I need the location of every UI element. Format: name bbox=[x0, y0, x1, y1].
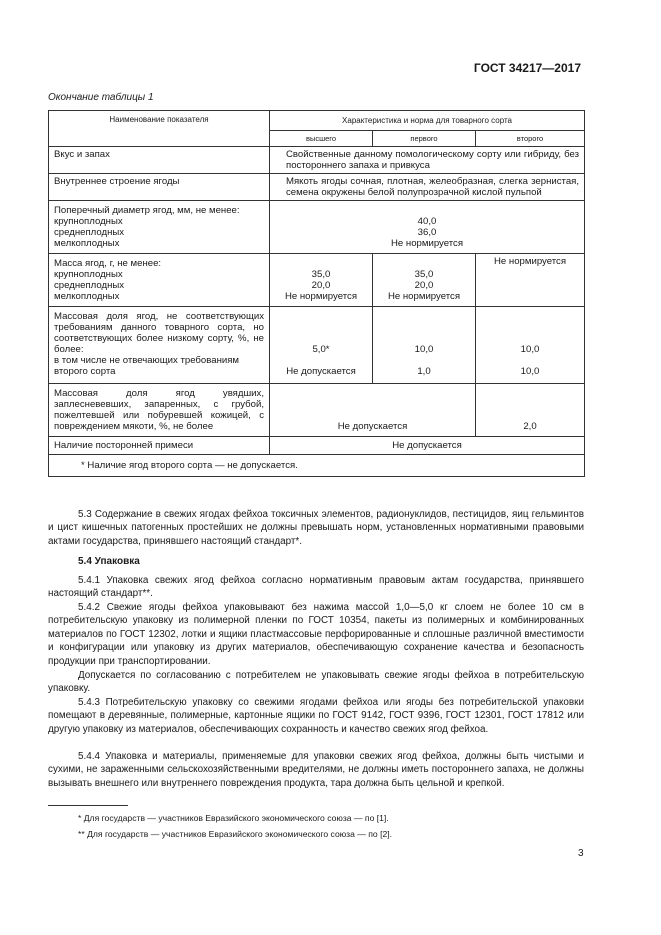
table-footnote-row bbox=[49, 455, 585, 477]
row-name-cell bbox=[49, 307, 270, 384]
paragraph-5-4-1: 5.4.1 Упаковка свежих ягод фейхоа согласно нормативным правовым актам государства, принявшего настоящий стандарт**. bbox=[48, 575, 584, 600]
page-number: 3 bbox=[578, 848, 584, 859]
row-subname: мелкоплодных bbox=[54, 291, 120, 302]
row-value: 20,0 bbox=[311, 280, 331, 291]
row-value: Свойственные данному помологическому сорту или гибриду, без постороннего запаха и привкуса bbox=[270, 147, 585, 174]
row-value: 35,0 bbox=[414, 269, 434, 280]
row-subname: крупноплодных bbox=[54, 216, 123, 227]
row-value-cell bbox=[270, 201, 585, 254]
row-value: Не допускается bbox=[286, 366, 356, 377]
row-name: Массовая доля ягод увядших, заплесневевших, запаренных, с грубой, пожелтевшей или побуревшей кожицей, с повреждением мякоти, %, не более bbox=[49, 384, 270, 437]
row-value-cell bbox=[476, 307, 585, 384]
table-row bbox=[49, 201, 585, 254]
section-heading-5-4: 5.4 Упаковка bbox=[78, 556, 140, 567]
table-caption: Окончание таблицы 1 bbox=[48, 92, 154, 103]
row-value: 36,0 bbox=[417, 227, 437, 238]
row-name: Массовая доля ягод, не соответствующих требованиям данного товарного сорта, но соответствующих более низкому сорту, %, не более: bbox=[54, 311, 264, 355]
table-row bbox=[49, 254, 585, 307]
table-row bbox=[49, 147, 585, 174]
row-value: 40,0 bbox=[417, 216, 437, 227]
row-value: 10,0 bbox=[414, 344, 434, 355]
row-value-cell bbox=[270, 307, 373, 384]
row-value: 20,0 bbox=[414, 280, 434, 291]
header-grade-highest: высшего bbox=[270, 131, 373, 147]
footnote: ** Для государств — участников Евразийского экономического союза — по [2]. bbox=[78, 829, 393, 839]
row-value: 10,0 bbox=[520, 344, 540, 355]
table-row bbox=[49, 437, 585, 455]
row-value: 2,0 bbox=[476, 384, 585, 437]
row-subname: крупноплодных bbox=[54, 269, 123, 280]
row-value: 1,0 bbox=[417, 366, 431, 377]
row-name: Внутреннее строение ягоды bbox=[49, 174, 270, 201]
row-value: 10,0 bbox=[520, 366, 540, 377]
row-subname: в том числе не отвечающих требованиям второго сорта bbox=[54, 355, 240, 377]
table-header-row bbox=[49, 111, 585, 131]
row-name: Наличие посторонней примеси bbox=[49, 437, 270, 455]
table-row bbox=[49, 174, 585, 201]
paragraph-5-4-2-note: Допускается по согласованию с потребителем не упаковывать свежие ягоды фейхоа в потребительскую упаковку. bbox=[48, 670, 584, 695]
row-name: Масса ягод, г, не менее: bbox=[54, 258, 162, 269]
row-subname: среднеплодных bbox=[54, 280, 125, 291]
header-grade-first: первого bbox=[373, 131, 476, 147]
footnote-separator bbox=[48, 805, 128, 806]
header-grade-second: второго bbox=[476, 131, 585, 147]
row-value: Не нормируется bbox=[284, 291, 358, 302]
row-value: Не нормируется bbox=[476, 254, 585, 307]
paragraph-5-4-4: 5.4.4 Упаковка и материалы, применяемые для упаковки свежих ягод фейхоа, должны быть чистыми и сухими, не зараженными сельскохозяйственными вредителями, не должны иметь постороннего запаха, не должны вызывать внешнего или внутреннего повреждения продукта, тара должна быть цельной и крепкой. bbox=[48, 751, 584, 789]
document-code: ГОСТ 34217—2017 bbox=[473, 61, 581, 75]
row-value: 5,0* bbox=[312, 344, 330, 355]
paragraph-5-3: 5.3 Содержание в свежих ягодах фейхоа токсичных элементов, радионуклидов, пестицидов, яиц гельминтов и цист кишечных патогенных простейших не должны превышать норм, установленных нормативными правовыми актами государства, принявшего настоящий стандарт*. bbox=[48, 509, 584, 547]
row-value: Не нормируется bbox=[387, 291, 461, 302]
header-indicator: Наименование показателя bbox=[49, 111, 270, 147]
row-value: Мякоть ягоды сочная, плотная, желеобразная, слегка зернистая, семена окружены белой полупрозрачной кислой пульпой bbox=[270, 174, 585, 201]
paragraph-5-4-3: 5.4.3 Потребительскую упаковку со свежими ягодами фейхоа или ягоды без потребительской упаковки помещают в деревянные, полимерные, картонные ящики по ГОСТ 9142, ГОСТ 9396, ГОСТ 12301, ГОСТ 17812 или другую упаковку из материалов, обеспечивающих сохранность и качество свежих ягод фейхоа. bbox=[48, 697, 584, 735]
row-value-cell bbox=[270, 254, 373, 307]
paragraph-5-4-2: 5.4.2 Свежие ягоды фейхоа упаковывают без нажима массой 1,0—5,0 кг слоем не более 10 см в потребительскую упаковку из полимерной пленки по ГОСТ 10354, пакеты из полимерных и комбинированных материалов по ГОСТ 12302, лотки и ящики пластмассовые перфорированные и сплошные различной вместимости и конфигурации или упаковку из других материалов, обеспечивающую сохранение качества и безопасность продукции при транспортировании. bbox=[48, 602, 584, 667]
row-value-cell bbox=[373, 254, 476, 307]
row-value: Не допускается bbox=[270, 437, 585, 455]
row-name-cell bbox=[49, 254, 270, 307]
table-footnote: * Наличие ягод второго сорта — не допускается. bbox=[49, 455, 585, 477]
table-row bbox=[49, 384, 585, 437]
quality-table bbox=[48, 110, 585, 477]
row-subname: среднеплодных bbox=[54, 227, 125, 238]
row-subname: мелкоплодных bbox=[54, 238, 120, 249]
row-value-cell bbox=[373, 307, 476, 384]
row-value: 35,0 bbox=[311, 269, 331, 280]
footnote: * Для государств — участников Евразийского экономического союза — по [1]. bbox=[78, 813, 389, 823]
row-name: Поперечный диаметр ягод, мм, не менее: bbox=[54, 205, 240, 216]
row-name: Вкус и запах bbox=[49, 147, 270, 174]
header-characteristic: Характеристика и норма для товарного сорта bbox=[270, 111, 585, 131]
row-value: Не допускается bbox=[270, 384, 476, 437]
table-row bbox=[49, 307, 585, 384]
row-value: Не нормируется bbox=[390, 238, 464, 249]
row-name-cell bbox=[49, 201, 270, 254]
